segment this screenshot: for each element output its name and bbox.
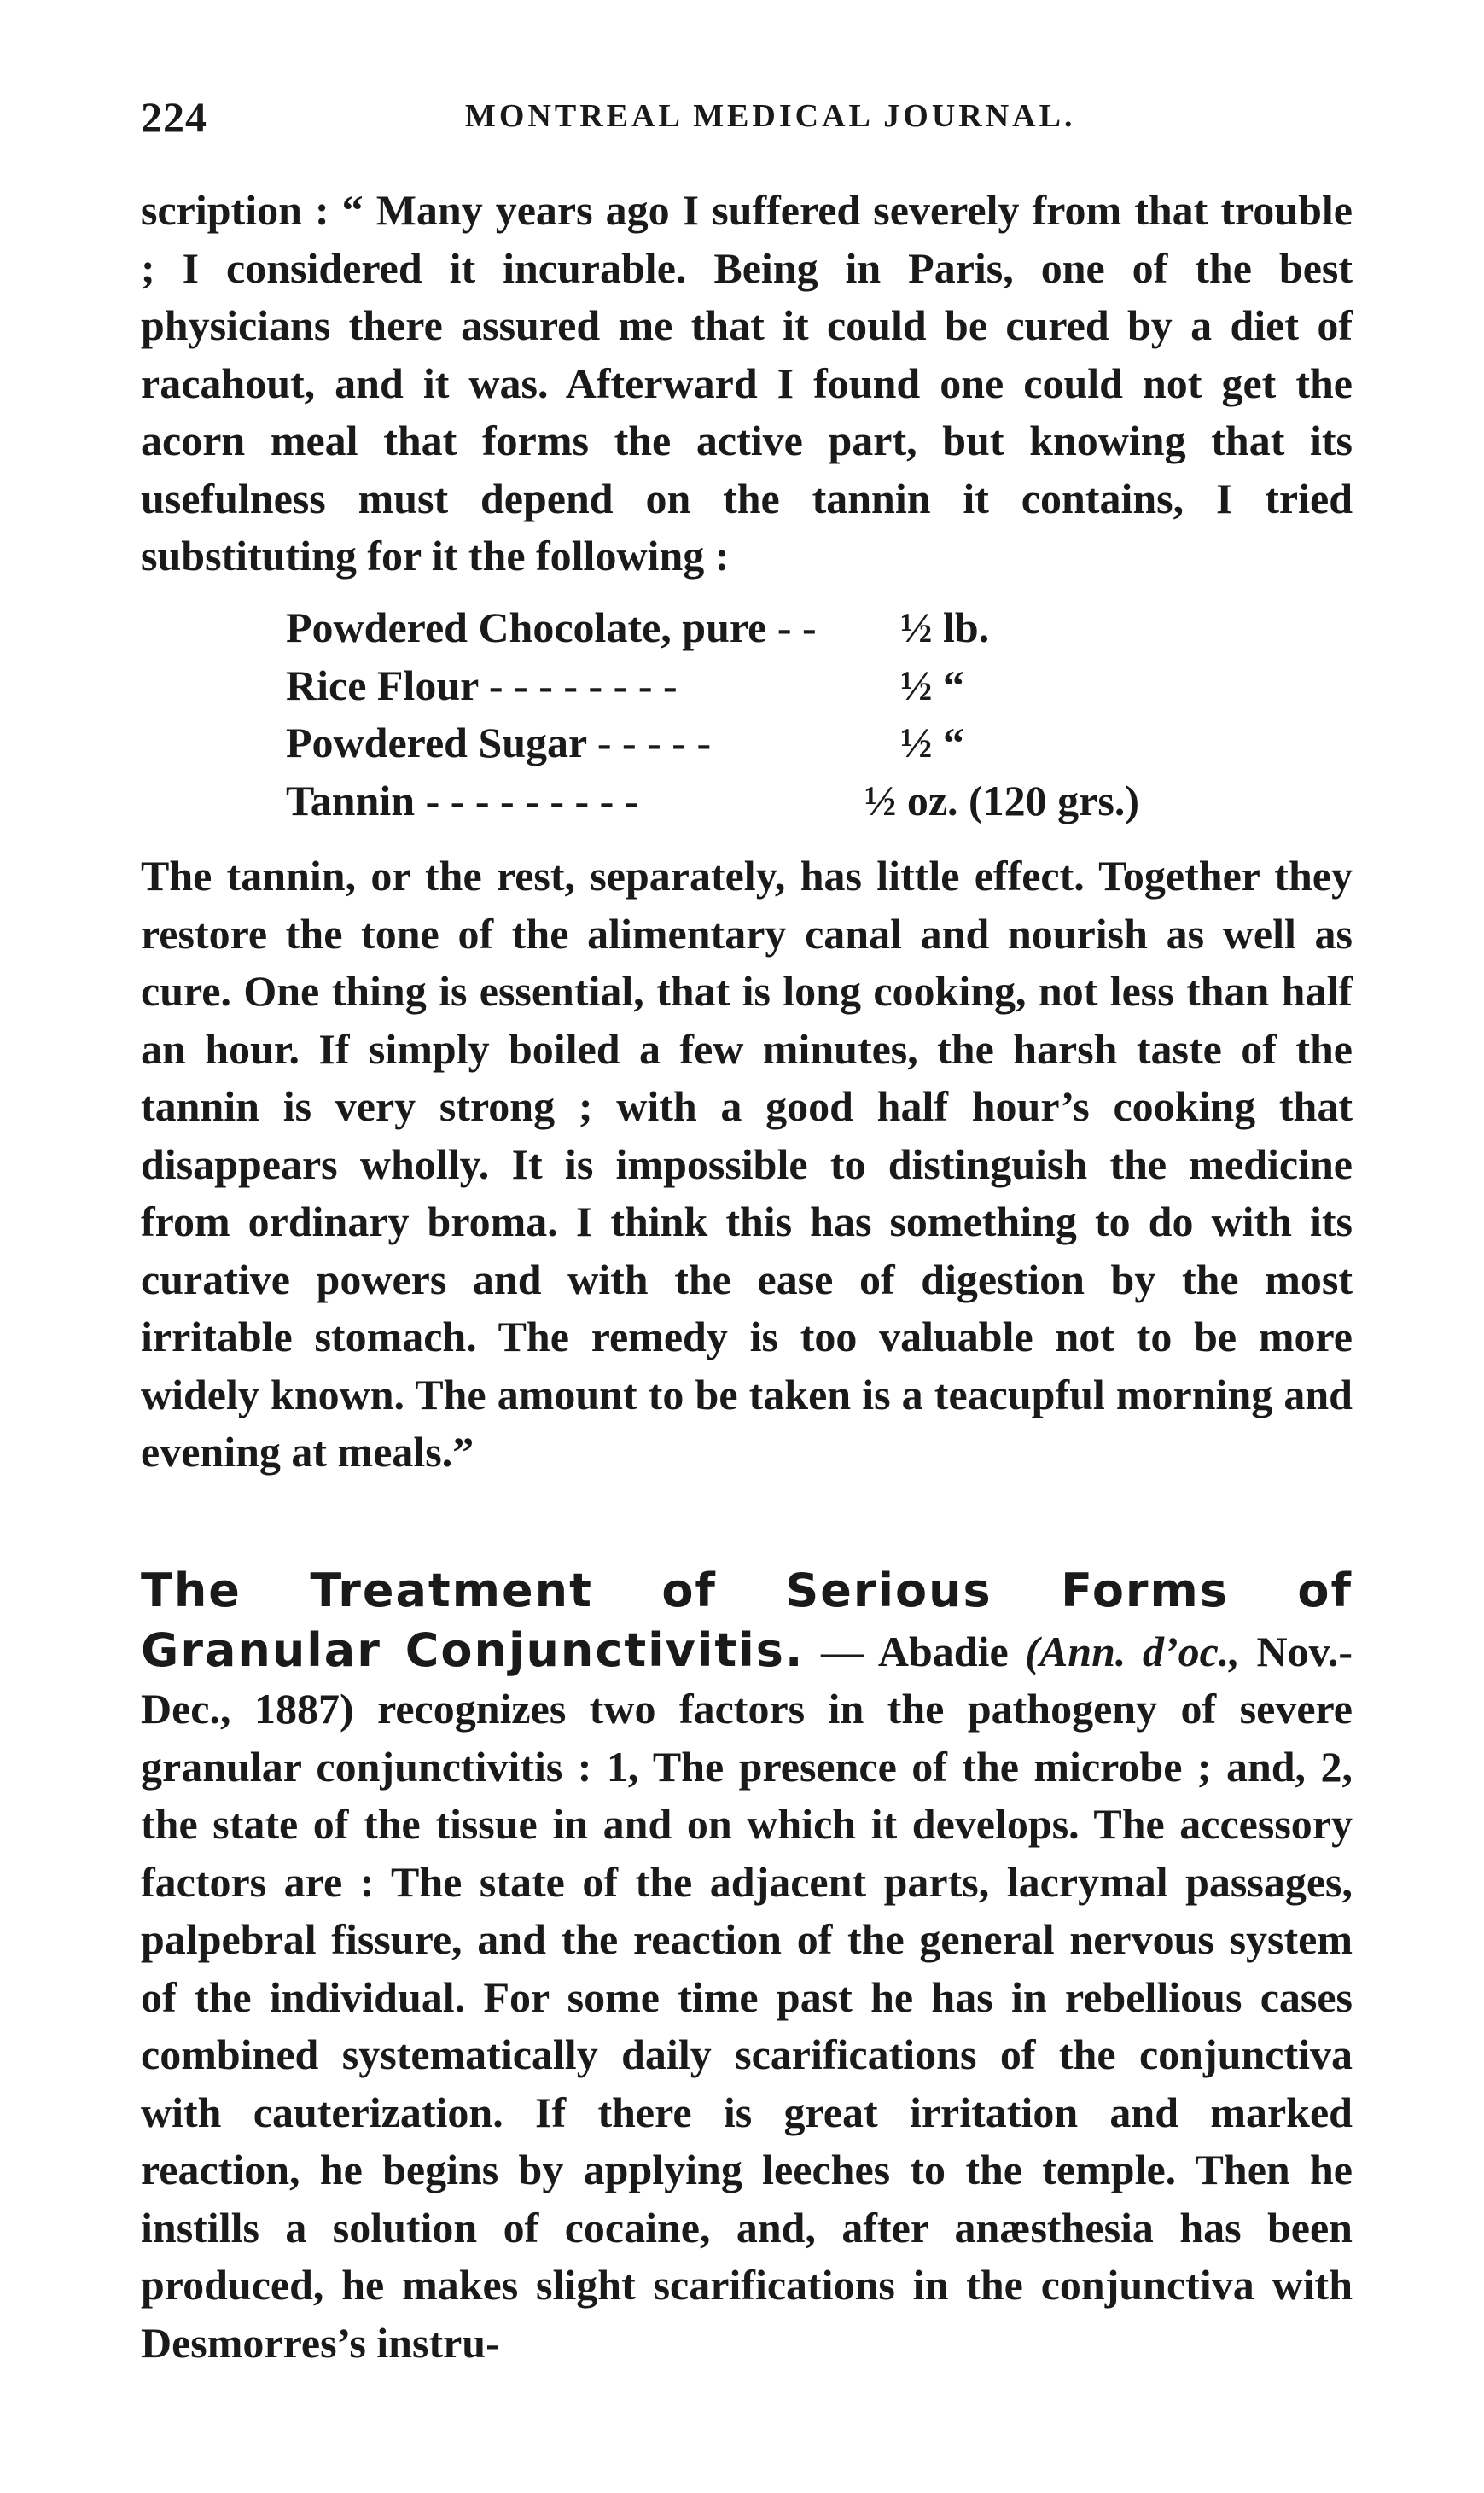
- recipe-table: [286, 599, 1139, 830]
- recipe-ingredient: Tannin - - - - - - - - -: [286, 776, 639, 824]
- recipe-quantity: ½ “: [900, 661, 964, 709]
- recipe-ingredient: Powdered Sugar - - - - -: [286, 719, 712, 766]
- page-header: [141, 92, 1353, 143]
- section-granular-conjunctivitis: [141, 1562, 1353, 2372]
- paragraph-continuation: scription : “ Many years ago I suffered severely from that trouble ; I considered it incurable. Being in Paris, one of the best physicians there assured me that it could be cured by a diet of racahout, and it was. Afterward I found one could not get the acorn meal that forms the active part, but knowing that its usefulness must depend on the tannin it contains, I tried substituting for it the following :: [141, 186, 1353, 580]
- recipe-quantity: ½ lb.: [900, 603, 990, 651]
- section-author: — Abadie: [804, 1627, 1026, 1675]
- recipe-row: [286, 714, 1139, 772]
- recipe-row: [286, 657, 1139, 715]
- paragraph-tannin-effect: The tannin, or the rest, separately, has little effect. Together they restore the tone of the alimentary canal and nourish as well as cure. One thing is essential, that is long cooking, not less than half an hour. If simply boiled a few minutes, the harsh taste of the tannin is very strong ; with a good half hour’s cooking that disappears wholly. It is impossible to distinguish the medicine from ordinary broma. I think this has something to do with its curative powers and with the ease of digestion by the most irritable stomach. The remedy is too valuable not to be more widely known. The amount to be taken is a teacupful morning and evening at meals.”: [141, 852, 1353, 1476]
- page-number: 224: [141, 93, 207, 141]
- recipe-ingredient: Rice Flour - - - - - - - -: [286, 661, 678, 709]
- running-title: MONTREAL MEDICAL JOURNAL.: [465, 98, 1076, 134]
- recipe-quantity: ½ oz. (120 grs.): [864, 776, 1139, 824]
- recipe-ingredient: Powdered Chocolate, pure - -: [286, 603, 817, 651]
- recipe-row: [286, 599, 1139, 657]
- section-body: Nov.-Dec., 1887) recognizes two factors in the pathogeny of severe granular conjunctivitis : 1, The presence of the microbe ; and, 2, the state of the tissue in and on which it develops. The accessory factors are : The state of the adjacent parts, lacrymal passages, palpebral fissure, and the reaction of the general nervous system of the individual. For some time past he has in rebellious cases combined systematically daily scarifications of the conjunctiva with cauterization. If there is great irritation and marked reaction, he begins by applying leeches to the temple. Then he instills a solution of cocaine, and, after anæsthesia has been produced, he makes slight scarifications in the conjunctiva with Desmorres’s instru-: [141, 1627, 1353, 2367]
- section-citation: (Ann. d’oc.,: [1025, 1627, 1240, 1675]
- section-heading: The Treatment of Serious Forms of Granular Conjunctivitis.: [141, 1564, 1353, 1677]
- recipe-quantity: ½ “: [900, 719, 964, 766]
- recipe-row: [286, 772, 1139, 830]
